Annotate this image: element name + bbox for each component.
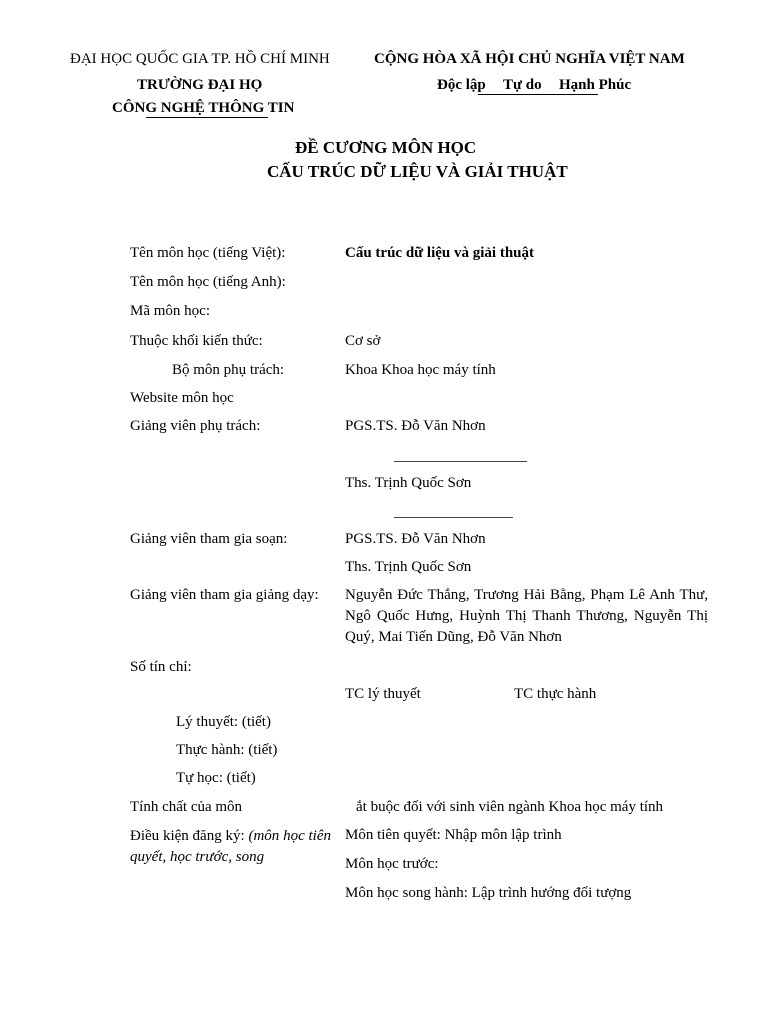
co-author-1: PGS.TS. Đỗ Văn Nhơn <box>345 531 486 547</box>
department-value: Khoa Khoa học máy tính <box>345 362 496 378</box>
school-name-line1: TRƯỜNG ĐẠI HỌ <box>137 77 263 93</box>
motto-doclap: Độc lập <box>437 77 486 93</box>
lecturer-in-charge-2: Ths. Trịnh Quốc Sơn <box>345 475 472 491</box>
header-right-underline <box>478 94 598 95</box>
department-label: Bộ môn phụ trách: <box>172 362 285 378</box>
prerequisite-label <box>130 826 331 868</box>
parallel-course: Môn học song hành: Lập trình hướng đối tượng <box>345 885 632 901</box>
course-nature-label: Tính chất của môn <box>130 799 243 815</box>
practice-credits-header: TC thực hành <box>514 686 597 702</box>
course-title: CẤU TRÚC DỮ LIỆU VÀ GIẢI THUẬT <box>267 162 568 181</box>
prerequisite-course: Môn tiên quyết: Nhập môn lập trình <box>345 827 562 843</box>
self-study-hours-label: Tự học: (tiết) <box>176 770 256 786</box>
country-name: CỘNG HÒA XÃ HỘI CHỦ NGHĨA VIỆT NAM <box>374 51 685 67</box>
prerequisite-label-main: Điều kiện đăng ký: <box>130 828 249 844</box>
theory-hours-label: Lý thuyết: (tiết) <box>176 714 271 730</box>
lecturer-in-charge-1: PGS.TS. Đỗ Văn Nhơn <box>345 418 486 434</box>
previous-course: Môn học trước: <box>345 856 439 872</box>
knowledge-block-label: Thuộc khối kiến thức: <box>130 333 263 349</box>
lecturer-in-charge-label: Giảng viên phụ trách: <box>130 418 261 434</box>
university-name: ĐẠI HỌC QUỐC GIA TP. HỒ CHÍ MINH <box>70 51 330 67</box>
email-link-line-2[interactable] <box>394 517 513 518</box>
document-title: ĐỀ CƯƠNG MÔN HỌC <box>295 138 477 157</box>
course-name-en-label: Tên môn học (tiếng Anh): <box>130 274 286 290</box>
school-name-line2: CÔNG NGHỆ THÔNG TIN <box>112 100 295 116</box>
co-author-2: Ths. Trịnh Quốc Sơn <box>345 559 472 575</box>
co-author-label: Giảng viên tham gia soạn: <box>130 531 288 547</box>
credits-label: Số tín chỉ: <box>130 659 192 675</box>
knowledge-block-value: Cơ sở <box>345 333 381 349</box>
website-label: Website môn học <box>130 390 234 406</box>
prerequisite-label-note: (môn học tiên quyết, học trước, song <box>130 828 331 865</box>
course-nature-value: ắt buộc đối với sinh viên ngành Khoa học máy tính <box>356 799 664 815</box>
teaching-staff-value: Nguyễn Đức Thắng, Trương Hải Bằng, Phạm Lê Anh Thư, Ngô Quốc Hưng, Huỳnh Thị Thanh Thương, Nguyễn Thị Quý, Mai Tiến Dũng, Đỗ Văn Nhơn <box>345 587 708 645</box>
course-name-vi-value: Cấu trúc dữ liệu và giải thuật <box>345 245 535 261</box>
email-link-line-1[interactable] <box>394 461 527 462</box>
motto-hanhphuc: Hạnh Phúc <box>559 77 632 93</box>
practice-hours-label: Thực hành: (tiết) <box>176 742 278 758</box>
motto-tudo: Tự do <box>503 77 542 93</box>
course-name-vi-label: Tên môn học (tiếng Việt): <box>130 245 286 261</box>
theory-credits-header: TC lý thuyết <box>345 686 421 702</box>
header-left-underline <box>146 117 268 118</box>
teaching-staff-label: Giảng viên tham gia giảng dạy: <box>130 587 319 603</box>
course-code-label: Mã môn học: <box>130 303 210 319</box>
